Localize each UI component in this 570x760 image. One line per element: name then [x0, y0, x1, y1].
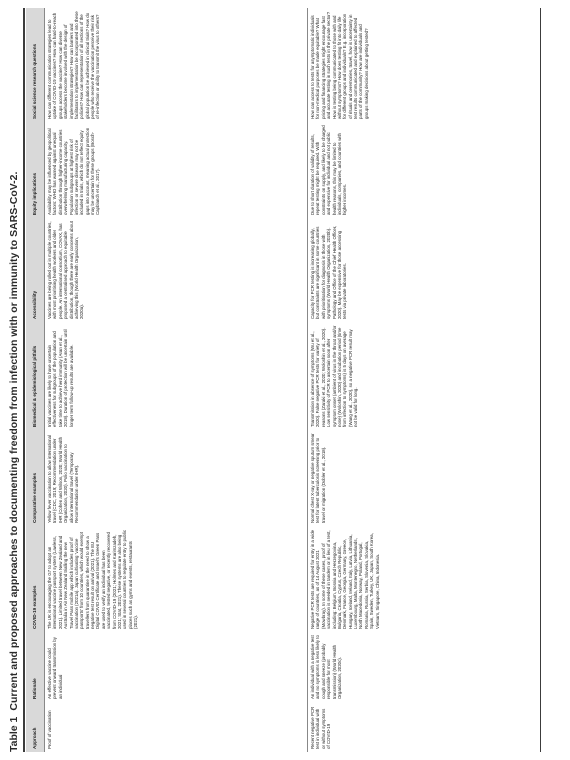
header-row	[26, 8, 45, 752]
table-row	[308, 8, 545, 752]
cell-equity: Due to short duration of validity of results, repeat testing might be required. With constraints on supply, and likely to be charged and expensive for individual and not public health reasons, this may be limited to individuals, companies, and countries with higher incomes.	[310, 125, 348, 215]
table-row	[45, 8, 308, 752]
cell-accessibility: Capacity for PCR testing is increasing globally, but constraints are significant in some countries with prioritisation for diagnosis in those with symptoms (World Health Organization, 2020b). Pathology and Office of the Chief Health Officer, 2020). May be expensive for those accessing tests via private laboratories.	[310, 225, 348, 319]
cell-rationale: An effective vaccine could prevent onward transmission by an individual	[45, 632, 308, 702]
top-rule	[23, 8, 25, 752]
table-label: Table 1	[8, 716, 20, 752]
cell-research-questions: How can different communication strategies lead to uptake of COVID-19 vaccines? How can hard-to-reach groups access the vaccine? How can diverse stakeholders become involved with the design of implementation strategies? How can barriers and facilitators to implementation be incorporated into these policies? How can representation of all sections of the global population be achieved in clinical trials? How do people who receive the vaccination perceive their risk of re-infection or ability to transmit the virus to others?	[45, 8, 308, 122]
column-header-comparative-examples: Comparative examples	[26, 430, 45, 526]
cell-rationale: An individual with a negative test and no symptoms is less likely to cough and sneeze (probably responsible for most transmission) (World Health Organization, 2020c).	[310, 635, 342, 699]
column-header-covid-examples: COVID-19 examples	[26, 526, 45, 632]
cell-pitfalls: Initial vaccines are likely to have uncertain effectiveness for subgroups of the population and take time to achieve herd immunity (Aran et al., 2018). Duration of protection will be uncertain until longer term follow-up results are available.	[45, 322, 308, 430]
column-header-rationale: Rationale	[26, 632, 45, 702]
cell-accessibility: Vaccines are being rolled out in multiple countries, with most prioritising health workers and older people. An international consortium, COVAX, has proposed a centralised approach to equitable distribution, though there are early concerns about achieving this (World Health Organization, 2020a).	[45, 218, 308, 322]
cell-covid-examples: Negative PCR tests are required for entry in a wide range of countries, as of 14 August 2021 (Mowbray). In some of these cases, proof of vaccination is needed in tandem or in lieu of a test, including: Belgium, Bosnia and Herzegovina, Bulgaria, Croatia, Cyprus, Czech Republic, Denmark, France, Georgia, Germany, Greece, Hungary, Iceland, Ireland, Italy, Latvia, Lithuania, Luxembourg, Malta, Montenegro, Netherlands, North Macedonia, Norway, Poland, Portugal, Romania, Russia, Serbia, Slovenia, Slovakia, Spain, Sweden, Turkey, UK, Japan, South Korea, Vietnam, Singapore, China, Indonesia.	[310, 529, 380, 629]
column-header-approach: Approach	[26, 702, 45, 752]
cell-research-questions: How can access to tests for asymptomatic individuals for non-medical purposes be made equitable? What pricing and financing strategies might encourage fast and accurate testing in such tests in the private sector? How is testing being communicated to those with and without symptoms? How does testing fit into daily life for different groups and individuals? E.g. incorporation of rituals and ceremonies, travel, how is uncertainty in test results communicated and explained to affected parts of the community? How are individuals and groups making decisions about getting tested?	[310, 11, 369, 119]
cell-equity: Availability may be influenced by geopolitical factors: WHO has warned against unequal distribution through higher-income countries overwhelming manufacturing capacity. Population subgroups at highest risk of infection or severe disease may not be included in trials, which do not reflect equity gaps into account, meaning actual protection may be uncertain for these groups (Bosch-Capblanch et al., 2017).	[45, 122, 308, 218]
approaches-table	[26, 8, 544, 752]
column-header-pitfalls: Biomedical & epidemiological pitfalls	[26, 322, 45, 430]
table-title: Current and proposed approaches to documenting freedom from infection with or immunity to SARS-CoV-2.	[8, 171, 20, 711]
cell-comparative-examples: Normal chest X-ray or negative sputum smear test for latent tuberculosis screening prior to travel or migration (Dobler et al., 2018).	[310, 433, 326, 523]
column-header-research-questions: Social science research questions	[26, 8, 45, 122]
cell-approach: Proof of vaccination	[45, 702, 308, 752]
column-header-accessibility: Accessibility	[26, 218, 45, 322]
cell-pitfalls: Transmission in absence of symptoms (Wu et al., 2020). False negative PCR tests for variety of reasons (Zaraki et al., 2020; Woloshin et al., 2020). Low sensitivity of PCR to ascertain soon after symptom onset (ambient of virus in the throat and/or nose) (Woloshin, 2020) and incubation period (time from infection to symptoms) is 5 days on average (Wang et al., 2020), so a negative PCR result may not be valid for long.	[310, 325, 358, 427]
table-header	[26, 8, 45, 752]
bottom-rule	[540, 8, 541, 752]
table-caption	[7, 8, 21, 752]
column-header-equity: Equity implications	[26, 122, 45, 218]
cell-covid-examples: The UK is encouraging the G7 to adopt an international vaccine passport system (Lawless, 2021). Limited travel between New Zealand and Australia in Air New Zealand trialling the new Travel Pass mobile app which includes proof of vaccination (2021a). Japan cultivating 'vaccine passports' from 10 countries, which would exempt travellers from quarantine in the need to show a negative test result on arrival (2021). The EU Digital COVID Certificate and Israel's Green Pass are used to verify an individual has been vaccinated, tested negative, or recently recovered from COVID-19 (2021; Holmes and Karimzadeh, 2021; Stat, 2021). These systems are also being used in several countries to regulate entry to public places such as gyms and events, restaurants (2021).	[45, 526, 308, 632]
cell-approach: Recent negative PCR test in individual with or without symptoms of COVID-19	[310, 706, 332, 749]
cell-comparative-examples: Yellow fever vaccination to allow international travel (CDC, 2019; Recommendation under IHR (Cohen and Wilson, 2020; World Health Organization, 2020). Polio vaccination to allow international travel (Temporary Recommendation under IHR).	[45, 430, 308, 526]
